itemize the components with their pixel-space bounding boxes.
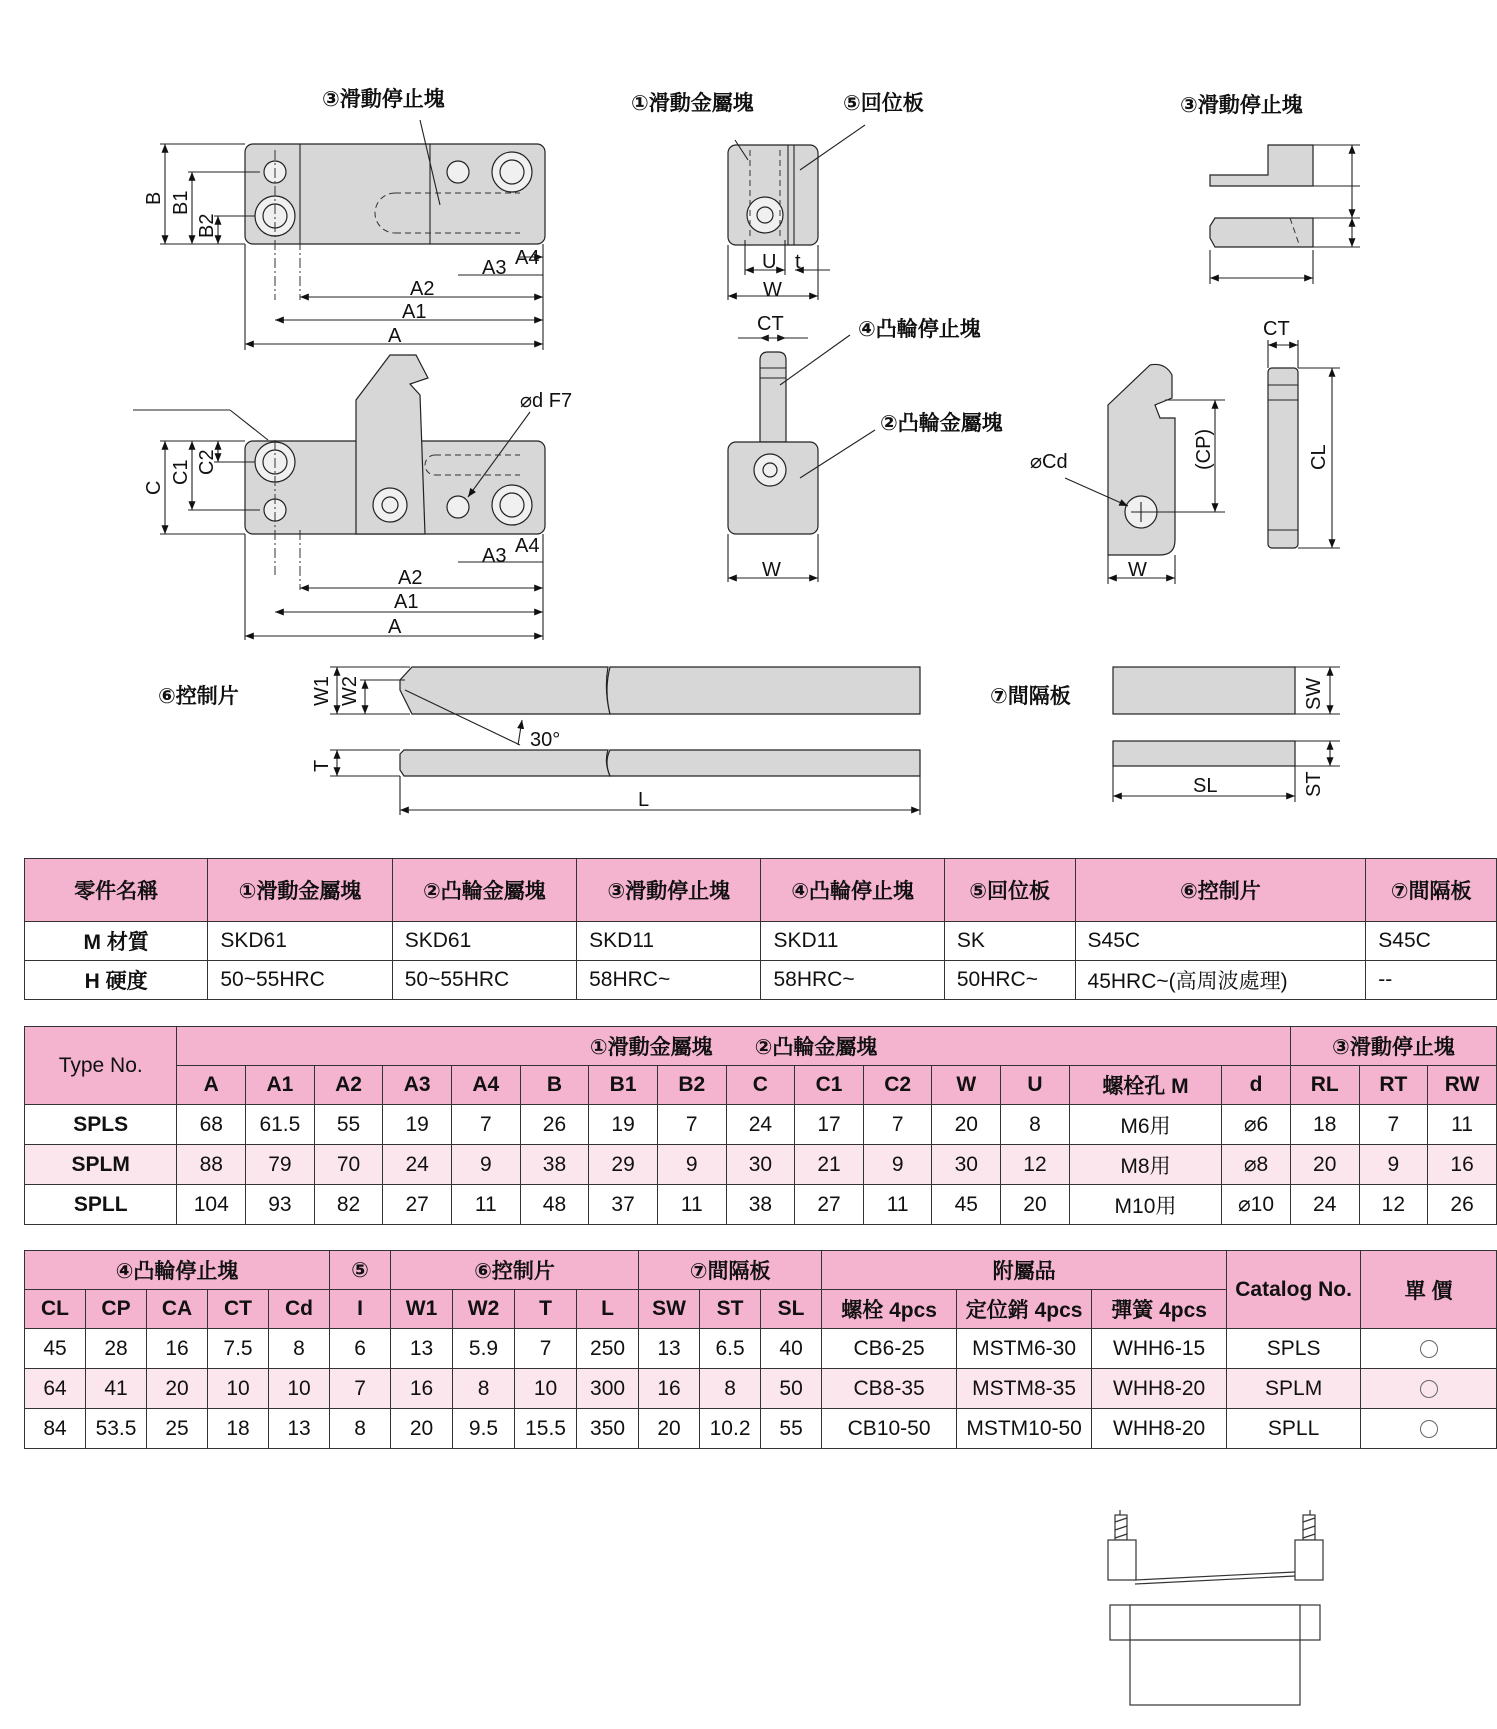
table-cell: 20 [639,1409,700,1449]
header-return-plate: ⑤回位板 [944,859,1075,922]
table-cell: 37 [589,1185,658,1225]
table-cell: CB8-35 [822,1369,957,1409]
technical-drawing [0,0,1497,830]
table-cell: 13 [639,1329,700,1369]
catalog-cell: SPLS [1227,1329,1361,1369]
row-label-hardness: H 硬度 [25,961,208,1000]
table-cell: 17 [795,1105,864,1145]
table-cell: MSTM6-30 [957,1329,1092,1369]
column-header: CT [208,1290,269,1329]
dim-w1: W1 [311,676,333,706]
table-cell: 9.5 [453,1409,515,1449]
table-cell: CB10-50 [822,1409,957,1449]
table-cell: 6.5 [700,1329,761,1369]
dim-a3-cam: A3 [482,545,507,567]
header-price: 單 價 [1361,1251,1497,1329]
dim-cp: (CP) [1193,428,1215,470]
table-cell: 7 [863,1105,932,1145]
accessories-table [24,1250,1497,1449]
dim-t: t [795,251,801,273]
dim-ct-cam: CT [757,313,784,335]
table-cell: 9 [657,1145,726,1185]
column-header: RW [1428,1066,1497,1105]
type-cell: SPLM [25,1145,177,1185]
label-slide-stop-top: ③滑動停止塊 [322,88,445,111]
table-cell: 10 [269,1369,330,1409]
column-header: W2 [453,1290,515,1329]
column-header: 彈簧 4pcs [1092,1290,1227,1329]
table-cell: 8 [269,1329,330,1369]
table-cell: 9 [1359,1145,1428,1185]
dim-ct-camstop: CT [1263,318,1290,340]
table-cell: 55 [761,1409,822,1449]
column-header: 螺栓孔 M [1069,1066,1221,1105]
table-cell: 18 [1290,1105,1359,1145]
table-cell: 7.5 [208,1329,269,1369]
table-cell: 27 [383,1185,452,1225]
table-cell: CB6-25 [822,1329,957,1369]
table-cell: SKD11 [577,922,761,961]
table-cell: SK [944,922,1075,961]
column-header: ST [700,1290,761,1329]
dim-l: L [638,789,650,811]
header-type-no: Type No. [25,1027,177,1105]
column-header: d [1222,1066,1291,1105]
column-header: W [932,1066,1001,1105]
column-header: 螺栓 4pcs [822,1290,957,1329]
table-cell: 30 [726,1145,795,1185]
table-cell: 20 [391,1409,453,1449]
column-header: RT [1359,1066,1428,1105]
dim-c1: C1 [170,459,192,485]
column-header: RL [1290,1066,1359,1105]
table-cell: 16 [639,1369,700,1409]
table-cell: 20 [1001,1185,1070,1225]
table-cell: S45C [1075,922,1366,961]
table-cell: SKD61 [208,922,392,961]
table-cell: 58HRC~ [761,961,944,1000]
table-cell: 8 [330,1409,391,1449]
catalog-cell: SPLL [1227,1409,1361,1449]
circle-icon [1420,1340,1438,1358]
dim-w-camstop: W [1128,559,1147,581]
header-group-slide-stop: ③滑動停止塊 [1290,1027,1496,1066]
column-header: CA [147,1290,208,1329]
table-cell: 50HRC~ [944,961,1075,1000]
table-cell: 12 [1001,1145,1070,1185]
dim-cl: CL [1308,444,1330,470]
table-row [25,1409,1497,1449]
label-spacer: ⑦間隔板 [990,685,1071,708]
column-header: 定位銷 4pcs [957,1290,1092,1329]
header-part-name: 零件名稱 [25,859,208,922]
price-cell [1361,1329,1497,1369]
table-cell: 11 [657,1185,726,1225]
slide-stop-block-side [1180,93,1360,284]
table-cell: 16 [147,1329,208,1369]
table-cell: SKD61 [392,922,576,961]
dim-a4-cam: A4 [515,535,540,557]
table-cell: 20 [147,1369,208,1409]
table-cell: 50~55HRC [392,961,576,1000]
catalog-cell: SPLM [1227,1369,1361,1409]
column-header: T [515,1290,577,1329]
table-cell: M8用 [1069,1145,1221,1185]
column-header: A1 [246,1066,315,1105]
column-header: B1 [589,1066,658,1105]
dim-a4: A4 [515,247,540,269]
table-cell: 12 [1359,1185,1428,1225]
table-cell: 10 [515,1369,577,1409]
table-cell: 250 [577,1329,639,1369]
table-cell: 70 [314,1145,383,1185]
dim-w-cam: W [762,559,781,581]
table-row [25,961,1497,1000]
dim-b: B [143,191,165,205]
header-cam-metal: ②凸輪金屬塊 [392,859,576,922]
table-cell: 79 [246,1145,315,1185]
dim-a1-cam: A1 [394,591,419,613]
table-cell: 40 [761,1329,822,1369]
table-row [25,1105,1497,1145]
table-cell: 26 [1428,1185,1497,1225]
table-cell: 350 [577,1409,639,1449]
table-cell: 24 [383,1145,452,1185]
column-header: SL [761,1290,822,1329]
table-cell: 64 [25,1369,86,1409]
header-group-parts: 附屬品 [822,1251,1227,1290]
column-header: U [1001,1066,1070,1105]
dim-c: C [143,480,165,495]
table-cell: 11 [863,1185,932,1225]
table-cell: 8 [700,1369,761,1409]
table-cell: 19 [383,1105,452,1145]
table-cell: 20 [1290,1145,1359,1185]
column-header: B [520,1066,589,1105]
table-cell: M10用 [1069,1185,1221,1225]
dim-t-control: T [311,759,333,772]
type-cell: SPLS [25,1105,177,1145]
table-cell: 45 [932,1185,1001,1225]
table-cell: 19 [589,1105,658,1145]
table-cell: 13 [269,1409,330,1449]
table-cell: 13 [391,1329,453,1369]
slide-assembly-top-view [143,87,545,350]
column-header: B2 [657,1066,726,1105]
control-plate-drawing [158,667,920,815]
table-cell: 45 [25,1329,86,1369]
table-cell: M6用 [1069,1105,1221,1145]
header-group-control: ⑥控制片 [391,1251,639,1290]
column-header: CP [86,1290,147,1329]
table-cell: 50~55HRC [208,961,392,1000]
label-slide-metal: ①滑動金屬塊 [631,92,754,115]
table-cell: 25 [147,1409,208,1449]
dim-b2: B2 [196,213,218,238]
table-cell: 68 [177,1105,246,1145]
table-cell: 24 [726,1105,795,1145]
price-cell [1361,1369,1497,1409]
table-cell: 8 [1001,1105,1070,1145]
table-cell: S45C [1366,922,1497,961]
materials-header-row [25,859,1497,922]
materials-table [24,858,1497,1000]
dim-a2-cam: A2 [398,567,423,589]
table-cell: 29 [589,1145,658,1185]
column-header: A3 [383,1066,452,1105]
installation-diagram [1090,1510,1340,1725]
table-cell: 5.9 [453,1329,515,1369]
table-cell: 20 [932,1105,1001,1145]
table-cell: 84 [25,1409,86,1449]
table-cell: WHH8-20 [1092,1369,1227,1409]
header-group-metal-blocks: ①滑動金屬塊 ②凸輪金屬塊 [177,1027,1290,1066]
dim-a1: A1 [402,301,427,323]
table-cell: 9 [452,1145,521,1185]
column-header: A [177,1066,246,1105]
table-row [25,1145,1497,1185]
column-header: Cd [269,1290,330,1329]
label-return-plate: ⑤回位板 [843,92,924,115]
table-cell: 104 [177,1185,246,1225]
header-control-plate: ⑥控制片 [1075,859,1366,922]
table-cell: 38 [726,1185,795,1225]
table-cell: 16 [391,1369,453,1409]
cam-stop-block-detail [1030,318,1340,584]
dim-st: ST [1303,771,1325,797]
table-cell: 48 [520,1185,589,1225]
table-cell: 50 [761,1369,822,1409]
table-cell: 7 [452,1105,521,1145]
dim-w2: W2 [339,676,361,706]
table-row [25,1369,1497,1409]
table-row [25,922,1497,961]
circle-icon [1420,1380,1438,1398]
row-label-material: M 材質 [25,922,208,961]
table-cell: ⌀8 [1222,1145,1291,1185]
dim-sw: SW [1303,677,1325,710]
dim-b1: B1 [170,190,192,215]
column-header: I [330,1290,391,1329]
header-spacer: ⑦間隔板 [1366,859,1497,922]
dim-angle: 30° [530,729,561,751]
dim-cd: ⌀Cd [1030,451,1068,473]
table-cell: 18 [208,1409,269,1449]
table-cell: 53.5 [86,1409,147,1449]
column-header: C1 [795,1066,864,1105]
table-cell: 28 [86,1329,147,1369]
table-cell: 15.5 [515,1409,577,1449]
column-header: W1 [391,1290,453,1329]
label-cam-stop: ④凸輪停止塊 [858,318,981,341]
table-cell: 30 [932,1145,1001,1185]
dimensions-column-row [25,1066,1497,1105]
table-cell: 7 [1359,1105,1428,1145]
dim-c2: C2 [196,449,218,475]
header-cam-stop: ④凸輪停止塊 [761,859,944,922]
label-control-plate: ⑥控制片 [158,685,239,708]
header-catalog-no: Catalog No. [1227,1251,1361,1329]
column-header: C2 [863,1066,932,1105]
dim-a2: A2 [410,278,435,300]
table-cell: MSTM8-35 [957,1369,1092,1409]
cam-metal-block-side [728,313,1003,582]
table-cell: 26 [520,1105,589,1145]
header-group-spacer: ⑦間隔板 [639,1251,822,1290]
header-group-return: ⑤ [330,1251,391,1290]
dimensions-table [24,1026,1497,1225]
table-cell: 58HRC~ [577,961,761,1000]
spacer-plate-drawing [990,667,1340,802]
table-cell: 11 [452,1185,521,1225]
column-header: SW [639,1290,700,1329]
table-cell: MSTM10-50 [957,1409,1092,1449]
table-cell: 8 [453,1369,515,1409]
cam-assembly-top-view [133,355,572,640]
column-header: C [726,1066,795,1105]
type-cell: SPLL [25,1185,177,1225]
table-cell: -- [1366,961,1497,1000]
table-cell: 6 [330,1329,391,1369]
table-cell: 9 [863,1145,932,1185]
table-cell: 61.5 [246,1105,315,1145]
accessories-group-row [25,1251,1497,1290]
table-cell: WHH8-20 [1092,1409,1227,1449]
table-cell: 10 [208,1369,269,1409]
table-cell: 24 [1290,1185,1359,1225]
label-cam-metal: ②凸輪金屬塊 [880,412,1003,435]
table-cell: 7 [657,1105,726,1145]
table-cell: 10.2 [700,1409,761,1449]
dim-a-cam: A [388,616,402,638]
table-cell: SKD11 [761,922,944,961]
header-slide-stop: ③滑動停止塊 [577,859,761,922]
header-group-cam-stop: ④凸輪停止塊 [25,1251,330,1290]
table-row [25,1185,1497,1225]
table-cell: 300 [577,1369,639,1409]
table-cell: 21 [795,1145,864,1185]
column-header: L [577,1290,639,1329]
dim-w-slide: W [763,279,782,301]
table-cell: 93 [246,1185,315,1225]
dimensions-group-row [25,1027,1497,1066]
table-cell: 16 [1428,1145,1497,1185]
column-header: CL [25,1290,86,1329]
label-slide-stop-side: ③滑動停止塊 [1180,94,1303,117]
table-cell: 7 [515,1329,577,1369]
table-cell: ⌀10 [1222,1185,1291,1225]
dim-a: A [388,325,402,347]
slide-metal-block-side [631,91,924,301]
table-row [25,1329,1497,1369]
table-cell: 41 [86,1369,147,1409]
table-cell: 88 [177,1145,246,1185]
dim-sl: SL [1193,775,1218,797]
table-cell: ⌀6 [1222,1105,1291,1145]
table-cell: 55 [314,1105,383,1145]
circle-icon [1420,1420,1438,1438]
dim-d-f7: ⌀d F7 [520,390,573,412]
table-cell: 27 [795,1185,864,1225]
table-cell: 11 [1428,1105,1497,1145]
table-cell: 82 [314,1185,383,1225]
header-slide-metal: ①滑動金屬塊 [208,859,392,922]
table-cell: WHH6-15 [1092,1329,1227,1369]
column-header: A2 [314,1066,383,1105]
table-cell: 38 [520,1145,589,1185]
table-cell: 7 [330,1369,391,1409]
table-cell: 45HRC~(高周波處理) [1075,961,1366,1000]
dim-u: U [762,251,777,273]
price-cell [1361,1409,1497,1449]
column-header: A4 [452,1066,521,1105]
dim-a3: A3 [482,257,507,279]
